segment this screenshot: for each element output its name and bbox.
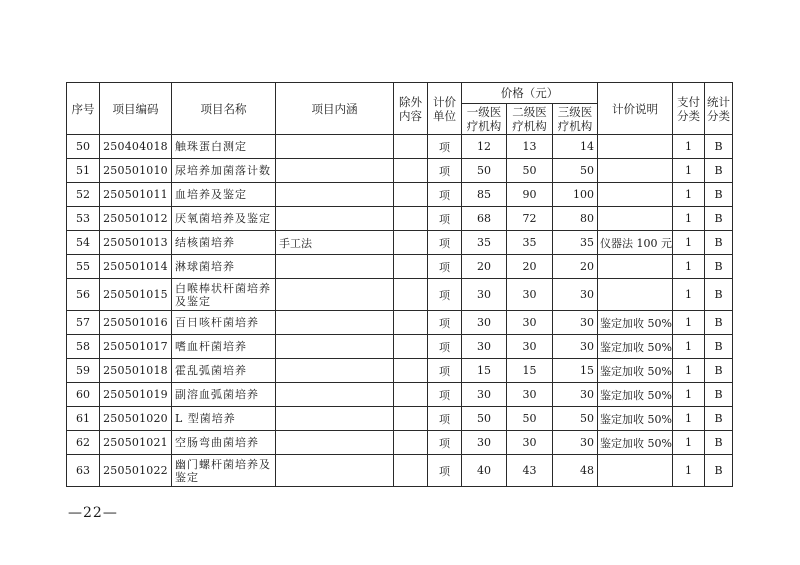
cell-pay-class: 1 — [673, 359, 705, 383]
cell-price-level1: 35 — [462, 231, 507, 255]
cell-unit: 项 — [428, 311, 462, 335]
cell-stat-class: B — [705, 231, 733, 255]
cell-unit: 项 — [428, 455, 462, 487]
header-name: 项目名称 — [172, 83, 276, 135]
cell-price-level3: 14 — [553, 135, 598, 159]
cell-excluded — [394, 207, 428, 231]
cell-price-level3: 30 — [553, 431, 598, 455]
table-row — [67, 183, 733, 207]
cell-price-level2: 15 — [507, 359, 553, 383]
cell-note: 鉴定加收 50% — [598, 335, 673, 359]
cell-stat-class: B — [705, 207, 733, 231]
header-code: 项目编码 — [100, 83, 172, 135]
cell-pay-class: 1 — [673, 311, 705, 335]
cell-unit: 项 — [428, 231, 462, 255]
cell-price-level1: 30 — [462, 279, 507, 311]
cell-code: 250501020 — [100, 407, 172, 431]
cell-stat-class: B — [705, 183, 733, 207]
cell-seq: 56 — [67, 279, 100, 311]
cell-name: 霍乱弧菌培养 — [172, 359, 276, 383]
cell-excluded — [394, 255, 428, 279]
cell-code: 250501017 — [100, 335, 172, 359]
cell-code: 250404018 — [100, 135, 172, 159]
cell-name: 厌氧菌培养及鉴定 — [172, 207, 276, 231]
cell-code: 250501012 — [100, 207, 172, 231]
cell-price-level1: 30 — [462, 311, 507, 335]
cell-unit: 项 — [428, 279, 462, 311]
cell-price-level3: 30 — [553, 279, 598, 311]
cell-seq: 57 — [67, 311, 100, 335]
header-price-level3: 三级医 疗机构 — [553, 104, 598, 135]
cell-price-level1: 68 — [462, 207, 507, 231]
cell-stat-class: B — [705, 455, 733, 487]
cell-price-level2: 50 — [507, 407, 553, 431]
cell-excluded — [394, 383, 428, 407]
cell-content — [276, 207, 394, 231]
cell-code: 250501015 — [100, 279, 172, 311]
cell-unit: 项 — [428, 359, 462, 383]
cell-price-level2: 13 — [507, 135, 553, 159]
cell-excluded — [394, 455, 428, 487]
cell-stat-class: B — [705, 159, 733, 183]
cell-content — [276, 255, 394, 279]
cell-excluded — [394, 183, 428, 207]
cell-price-level3: 80 — [553, 207, 598, 231]
cell-price-level3: 35 — [553, 231, 598, 255]
cell-seq: 50 — [67, 135, 100, 159]
cell-seq: 53 — [67, 207, 100, 231]
cell-name: 嗜血杆菌培养 — [172, 335, 276, 359]
cell-seq: 62 — [67, 431, 100, 455]
cell-name: 淋球菌培养 — [172, 255, 276, 279]
cell-price-level2: 30 — [507, 279, 553, 311]
cell-stat-class: B — [705, 407, 733, 431]
cell-unit: 项 — [428, 255, 462, 279]
cell-note: 鉴定加收 50% — [598, 383, 673, 407]
cell-pay-class: 1 — [673, 231, 705, 255]
table-body — [67, 135, 733, 487]
cell-code: 250501016 — [100, 311, 172, 335]
cell-price-level3: 30 — [553, 335, 598, 359]
cell-seq: 55 — [67, 255, 100, 279]
cell-content — [276, 311, 394, 335]
cell-excluded — [394, 311, 428, 335]
cell-price-level1: 30 — [462, 335, 507, 359]
cell-pay-class: 1 — [673, 455, 705, 487]
cell-content — [276, 183, 394, 207]
cell-price-level1: 30 — [462, 383, 507, 407]
cell-name: 触珠蛋白测定 — [172, 135, 276, 159]
cell-seq: 60 — [67, 383, 100, 407]
cell-note — [598, 135, 673, 159]
table-row — [67, 135, 733, 159]
cell-stat-class: B — [705, 359, 733, 383]
table-row — [67, 311, 733, 335]
cell-name: 血培养及鉴定 — [172, 183, 276, 207]
cell-pay-class: 1 — [673, 383, 705, 407]
header-unit: 计价 单位 — [428, 83, 462, 135]
table-row — [67, 407, 733, 431]
cell-content — [276, 383, 394, 407]
cell-content — [276, 431, 394, 455]
cell-name: 结核菌培养 — [172, 231, 276, 255]
cell-unit: 项 — [428, 207, 462, 231]
cell-excluded — [394, 231, 428, 255]
cell-stat-class: B — [705, 431, 733, 455]
cell-seq: 54 — [67, 231, 100, 255]
cell-price-level1: 85 — [462, 183, 507, 207]
header-price-group: 价格（元） — [462, 83, 598, 104]
cell-price-level3: 30 — [553, 383, 598, 407]
cell-unit: 项 — [428, 183, 462, 207]
price-table — [66, 82, 733, 487]
cell-code: 250501013 — [100, 231, 172, 255]
cell-price-level1: 20 — [462, 255, 507, 279]
cell-note — [598, 183, 673, 207]
cell-pay-class: 1 — [673, 431, 705, 455]
cell-note — [598, 207, 673, 231]
cell-pay-class: 1 — [673, 255, 705, 279]
cell-price-level3: 50 — [553, 159, 598, 183]
table-row — [67, 255, 733, 279]
cell-stat-class: B — [705, 335, 733, 359]
cell-note: 鉴定加收 50% — [598, 359, 673, 383]
table-row — [67, 359, 733, 383]
cell-content — [276, 335, 394, 359]
cell-excluded — [394, 159, 428, 183]
table-row — [67, 455, 733, 487]
cell-unit: 项 — [428, 383, 462, 407]
table-header — [67, 83, 733, 135]
cell-unit: 项 — [428, 407, 462, 431]
cell-price-level2: 30 — [507, 383, 553, 407]
cell-code: 250501010 — [100, 159, 172, 183]
cell-pay-class: 1 — [673, 407, 705, 431]
cell-note — [598, 455, 673, 487]
table-row — [67, 279, 733, 311]
cell-content — [276, 279, 394, 311]
cell-seq: 51 — [67, 159, 100, 183]
cell-name: 尿培养加菌落计数 — [172, 159, 276, 183]
cell-pay-class: 1 — [673, 207, 705, 231]
cell-stat-class: B — [705, 383, 733, 407]
cell-price-level3: 20 — [553, 255, 598, 279]
cell-content — [276, 407, 394, 431]
cell-price-level2: 30 — [507, 311, 553, 335]
header-content: 项目内涵 — [276, 83, 394, 135]
cell-price-level1: 30 — [462, 431, 507, 455]
cell-price-level1: 40 — [462, 455, 507, 487]
cell-note: 鉴定加收 50% — [598, 407, 673, 431]
cell-seq: 59 — [67, 359, 100, 383]
cell-price-level3: 15 — [553, 359, 598, 383]
cell-note: 鉴定加收 50% — [598, 431, 673, 455]
table-row — [67, 159, 733, 183]
cell-seq: 63 — [67, 455, 100, 487]
table-row — [67, 383, 733, 407]
cell-name: 白喉棒状杆菌培养及鉴定 — [172, 279, 276, 311]
table-row — [67, 335, 733, 359]
header-price-level2: 二级医 疗机构 — [507, 104, 553, 135]
table-row — [67, 207, 733, 231]
cell-excluded — [394, 431, 428, 455]
cell-pay-class: 1 — [673, 183, 705, 207]
cell-price-level3: 48 — [553, 455, 598, 487]
cell-price-level2: 72 — [507, 207, 553, 231]
cell-price-level2: 90 — [507, 183, 553, 207]
header-price-level1: 一级医 疗机构 — [462, 104, 507, 135]
cell-name: 空肠弯曲菌培养 — [172, 431, 276, 455]
table-row — [67, 231, 733, 255]
cell-code: 250501019 — [100, 383, 172, 407]
cell-excluded — [394, 335, 428, 359]
cell-price-level2: 35 — [507, 231, 553, 255]
page-number: —22— — [68, 505, 118, 521]
cell-note — [598, 255, 673, 279]
cell-content — [276, 455, 394, 487]
cell-unit: 项 — [428, 135, 462, 159]
cell-excluded — [394, 279, 428, 311]
cell-name: 百日咳杆菌培养 — [172, 311, 276, 335]
cell-code: 250501021 — [100, 431, 172, 455]
cell-name: 副溶血弧菌培养 — [172, 383, 276, 407]
cell-price-level1: 50 — [462, 407, 507, 431]
cell-content — [276, 135, 394, 159]
cell-unit: 项 — [428, 431, 462, 455]
header-note: 计价说明 — [598, 83, 673, 135]
cell-code: 250501022 — [100, 455, 172, 487]
cell-name: L 型菌培养 — [172, 407, 276, 431]
cell-price-level3: 30 — [553, 311, 598, 335]
cell-unit: 项 — [428, 335, 462, 359]
cell-price-level1: 12 — [462, 135, 507, 159]
cell-price-level2: 30 — [507, 335, 553, 359]
cell-excluded — [394, 135, 428, 159]
cell-price-level2: 30 — [507, 431, 553, 455]
header-pay-class: 支付 分类 — [673, 83, 705, 135]
cell-note: 仪器法 100 元 — [598, 231, 673, 255]
cell-excluded — [394, 359, 428, 383]
cell-pay-class: 1 — [673, 335, 705, 359]
cell-unit: 项 — [428, 159, 462, 183]
cell-code: 250501011 — [100, 183, 172, 207]
cell-code: 250501018 — [100, 359, 172, 383]
cell-stat-class: B — [705, 279, 733, 311]
cell-content — [276, 359, 394, 383]
cell-price-level3: 100 — [553, 183, 598, 207]
cell-price-level2: 43 — [507, 455, 553, 487]
cell-seq: 58 — [67, 335, 100, 359]
cell-pay-class: 1 — [673, 279, 705, 311]
cell-pay-class: 1 — [673, 159, 705, 183]
table-row — [67, 431, 733, 455]
cell-code: 250501014 — [100, 255, 172, 279]
cell-seq: 61 — [67, 407, 100, 431]
cell-note — [598, 279, 673, 311]
cell-stat-class: B — [705, 255, 733, 279]
cell-price-level1: 50 — [462, 159, 507, 183]
cell-name: 幽门螺杆菌培养及鉴定 — [172, 455, 276, 487]
cell-stat-class: B — [705, 311, 733, 335]
cell-pay-class: 1 — [673, 135, 705, 159]
cell-price-level2: 20 — [507, 255, 553, 279]
cell-stat-class: B — [705, 135, 733, 159]
header-stat-class: 统计 分类 — [705, 83, 733, 135]
cell-seq: 52 — [67, 183, 100, 207]
cell-price-level1: 15 — [462, 359, 507, 383]
cell-content: 手工法 — [276, 231, 394, 255]
header-seq: 序号 — [67, 83, 100, 135]
cell-excluded — [394, 407, 428, 431]
cell-content — [276, 159, 394, 183]
cell-note — [598, 159, 673, 183]
cell-price-level2: 50 — [507, 159, 553, 183]
header-excluded: 除外 内容 — [394, 83, 428, 135]
cell-note: 鉴定加收 50% — [598, 311, 673, 335]
cell-price-level3: 50 — [553, 407, 598, 431]
